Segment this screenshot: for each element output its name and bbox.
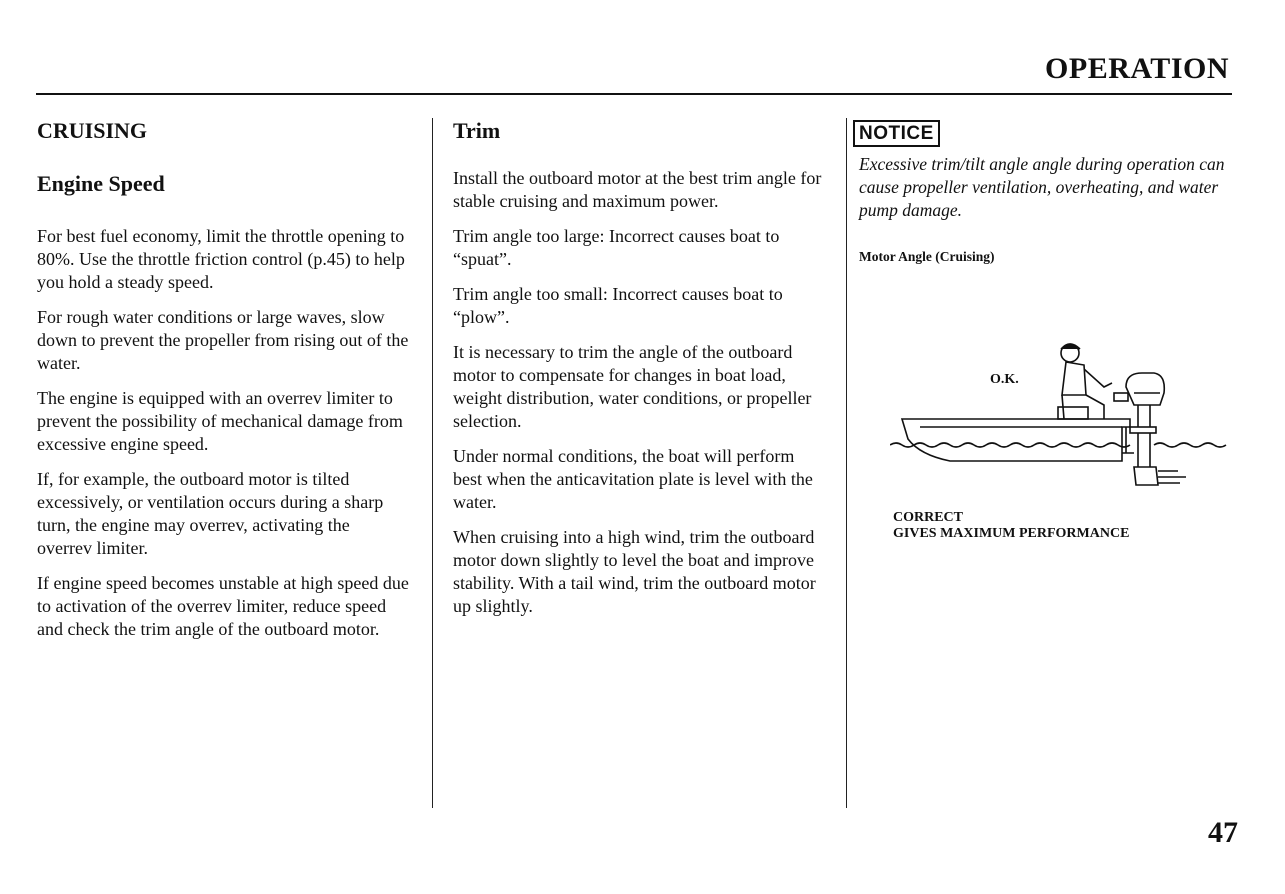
anticavitation-plate bbox=[1130, 427, 1156, 433]
notice-label: NOTICE bbox=[853, 120, 940, 147]
paragraph: For best fuel economy, limit the throttle opening to 80%. Use the throttle friction control (p.45) to help you hold a steady speed. bbox=[37, 226, 405, 292]
subsection-title: Engine Speed bbox=[37, 171, 165, 196]
figure-caption-line: GIVES MAXIMUM PERFORMANCE bbox=[893, 526, 1130, 541]
paragraph: The engine is equipped with an overrev limiter to prevent the possibility of mechanical damage from excessive engine speed. bbox=[37, 388, 403, 454]
paragraph: Under normal conditions, the boat will perform best when the anticavitation plate is level with the water. bbox=[453, 446, 813, 512]
column-notice bbox=[859, 118, 1239, 268]
page-header-title: OPERATION bbox=[1045, 52, 1229, 85]
person-body bbox=[1062, 362, 1086, 395]
water-waves-left bbox=[890, 443, 1130, 447]
motor-gearcase bbox=[1134, 467, 1158, 485]
figure-title: Motor Angle (Cruising) bbox=[859, 249, 995, 264]
section-title: CRUISING bbox=[37, 118, 148, 143]
figure-caption-line: CORRECT bbox=[893, 510, 964, 525]
paragraph: If engine speed becomes unstable at high speed due to activation of the overrev limiter, reduce speed and check the trim angle of the outboard motor. bbox=[37, 573, 409, 639]
paragraph: Trim angle too small: Incorrect causes boat to “plow”. bbox=[453, 284, 783, 327]
column-divider-2 bbox=[846, 118, 847, 808]
boat-hull-shape bbox=[902, 419, 1130, 461]
page-number: 47 bbox=[1208, 816, 1238, 849]
paragraph: Install the outboard motor at the best trim angle for stable cruising and maximum power. bbox=[453, 168, 822, 211]
figure-ok-label: O.K. bbox=[990, 372, 1019, 387]
column-cruising bbox=[37, 118, 409, 653]
column-divider-1 bbox=[432, 118, 433, 808]
paragraph: For rough water conditions or large waves, slow down to prevent the propeller from rising out of the water. bbox=[37, 307, 409, 373]
motor-tiller bbox=[1114, 393, 1128, 401]
paragraph: It is necessary to trim the angle of the outboard motor to compensate for changes in boat load, weight distribution, water conditions, or propeller selection. bbox=[453, 342, 812, 431]
person-arm bbox=[1084, 369, 1112, 387]
column-trim bbox=[453, 118, 825, 630]
paragraph: Trim angle too large: Incorrect causes boat to “spuat”. bbox=[453, 226, 780, 269]
person-hair bbox=[1061, 344, 1080, 349]
figure-caption bbox=[893, 510, 1129, 542]
paragraph: If, for example, the outboard motor is tilted excessively, or ventilation occurs during a sharp turn, the engine may overrev, activating the overrev limiter. bbox=[37, 469, 384, 558]
water-waves-right bbox=[1154, 443, 1226, 447]
notice-text: Excessive trim/tilt angle angle during operation can cause propeller ventilation, overheating, and water pump damage. bbox=[859, 154, 1225, 220]
propeller-lines bbox=[1158, 471, 1186, 483]
paragraph: When cruising into a high wind, trim the outboard motor down slightly to level the boat and improve stability. With a tail wind, trim the outboard motor up slightly. bbox=[453, 527, 816, 616]
motor-cowling bbox=[1126, 373, 1164, 405]
header-rule bbox=[36, 93, 1232, 95]
trim-title: Trim bbox=[453, 118, 501, 143]
motor-shaft bbox=[1138, 405, 1150, 467]
boat-motor-illustration bbox=[890, 335, 1230, 505]
